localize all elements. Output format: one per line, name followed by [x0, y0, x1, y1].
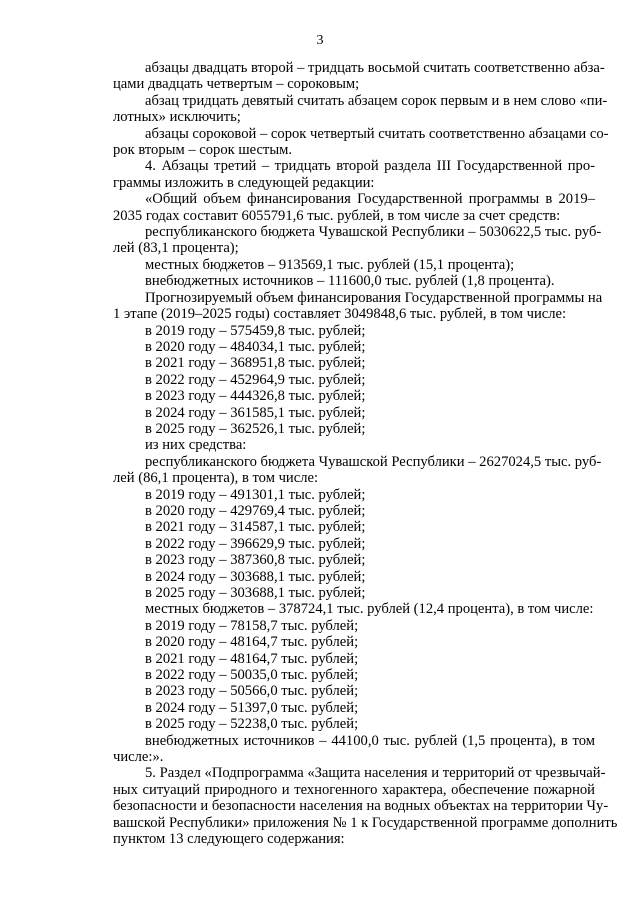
- text-line: пунктом 13 следующего содержания:: [113, 831, 345, 848]
- paragraph: [113, 191, 595, 224]
- list-item: в 2020 году – 48164,7 тыс. рублей;: [145, 634, 359, 651]
- list-item: в 2024 году – 303688,1 тыс. рублей;: [145, 568, 366, 585]
- text-line: 4. Абзацы третий – тридцать второй раздела III Государственной про-: [145, 158, 595, 175]
- text-line: абзацы сороковой – сорок четвертый считать соответственно абзацами со-: [145, 125, 609, 142]
- list-item: в 2021 году – 314587,1 тыс. рублей;: [145, 519, 366, 536]
- list-item: в 2021 году – 368951,8 тыс. рублей;: [145, 355, 366, 372]
- text-line: граммы изложить в следующей редакции:: [113, 174, 375, 191]
- list-item: в 2024 году – 361585,1 тыс. рублей;: [145, 404, 366, 421]
- paragraph: [113, 289, 603, 323]
- text-line: 1 этапе (2019–2025 годы) составляет 3049848,6 тыс. рублей, в том числе:: [113, 306, 567, 323]
- list-item: в 2025 году – 362526,1 тыс. рублей;: [145, 420, 366, 437]
- text-line: абзацы двадцать второй – тридцать восьмой считать соответственно абза-: [145, 60, 605, 76]
- list-item: в 2019 году – 78158,7 тыс. рублей;: [145, 617, 359, 634]
- local-years-list: [113, 618, 595, 733]
- republican-years-list: [113, 487, 595, 602]
- list-item: в 2020 году – 429769,4 тыс. рублей;: [145, 502, 366, 519]
- text-line: «Общий объем финансирования Государственной программы в 2019–: [145, 191, 595, 208]
- list-item: в 2023 году – 50566,0 тыс. рублей;: [145, 683, 359, 700]
- list-item: в 2023 году – 387360,8 тыс. рублей;: [145, 552, 366, 569]
- list-item: в 2022 году – 396629,9 тыс. рублей;: [145, 535, 366, 552]
- paragraph: [113, 453, 602, 487]
- paragraph: [113, 125, 609, 159]
- text-line: лей (86,1 процента), в том числе:: [113, 470, 319, 487]
- list-item: в 2025 году – 303688,1 тыс. рублей;: [145, 585, 366, 601]
- page-number: 3: [316, 33, 324, 48]
- text-line: рок вторым – сорок шестым.: [113, 142, 293, 159]
- text-line: 5. Раздел «Подпрограмма «Защита населения и территорий от чрезвычай-: [145, 765, 606, 782]
- list-item: в 2020 году – 484034,1 тыс. рублей;: [145, 338, 366, 355]
- paragraph: [113, 92, 608, 126]
- text-line: ных ситуаций природного и техногенного характера, обеспечение пожарной: [113, 781, 595, 798]
- text-line: внебюджетных источников – 111600,0 тыс. рублей (1,8 процента).: [145, 273, 555, 290]
- text-line: республиканского бюджета Чувашской Республики – 2627024,5 тыс. руб-: [145, 453, 602, 470]
- text-line: Прогнозируемый объем финансирования Государственной программы на: [145, 289, 603, 306]
- stage-total-years-list: [113, 323, 595, 438]
- text-line: местных бюджетов – 378724,1 тыс. рублей (12,4 процента), в том числе:: [145, 601, 594, 618]
- text-line: местных бюджетов – 913569,1 тыс. рублей (15,1 процента);: [145, 256, 515, 273]
- text-line: вашской Республики» приложения № 1 к Государственной программе дополнить: [113, 814, 618, 831]
- paragraph: [113, 60, 605, 93]
- paragraph: [113, 224, 602, 257]
- list-item: в 2019 году – 575459,8 тыс. рублей;: [145, 322, 366, 339]
- text-line: внебюджетных источников – 44100,0 тыс. рублей (1,5 процента), в том: [145, 732, 595, 749]
- list-item: в 2022 году – 50035,0 тыс. рублей;: [145, 667, 359, 684]
- text-line: из них средства:: [145, 437, 247, 454]
- paragraph: [113, 733, 595, 766]
- list-item: в 2021 году – 48164,7 тыс. рублей;: [145, 650, 359, 667]
- list-item: в 2022 году – 452964,9 тыс. рублей;: [145, 371, 366, 388]
- document-body: [113, 60, 618, 848]
- text-line: лотных» исключить;: [113, 109, 241, 126]
- paragraph: [113, 765, 618, 848]
- text-line: лей (83,1 процента);: [113, 240, 239, 257]
- text-line: республиканского бюджета Чувашской Республики – 5030622,5 тыс. руб-: [145, 224, 602, 241]
- text-line: 2035 годах составит 6055791,6 тыс. рублей, в том числе за счет средств:: [113, 207, 561, 224]
- list-item: в 2025 году – 52238,0 тыс. рублей;: [145, 716, 359, 733]
- text-line: числе:».: [113, 749, 164, 766]
- list-item: в 2019 году – 491301,1 тыс. рублей;: [145, 486, 366, 503]
- list-item: в 2023 году – 444326,8 тыс. рублей;: [145, 388, 366, 405]
- paragraph: [113, 158, 595, 191]
- text-line: безопасности и безопасности населения на водных объектах на территории Чу-: [113, 798, 609, 815]
- text-line: абзац тридцать девятый считать абзацем сорок первым и в нем слово «пи-: [145, 92, 608, 109]
- list-item: в 2024 году – 51397,0 тыс. рублей;: [145, 699, 359, 716]
- text-line: цами двадцать четвертым – сороковым;: [113, 76, 360, 93]
